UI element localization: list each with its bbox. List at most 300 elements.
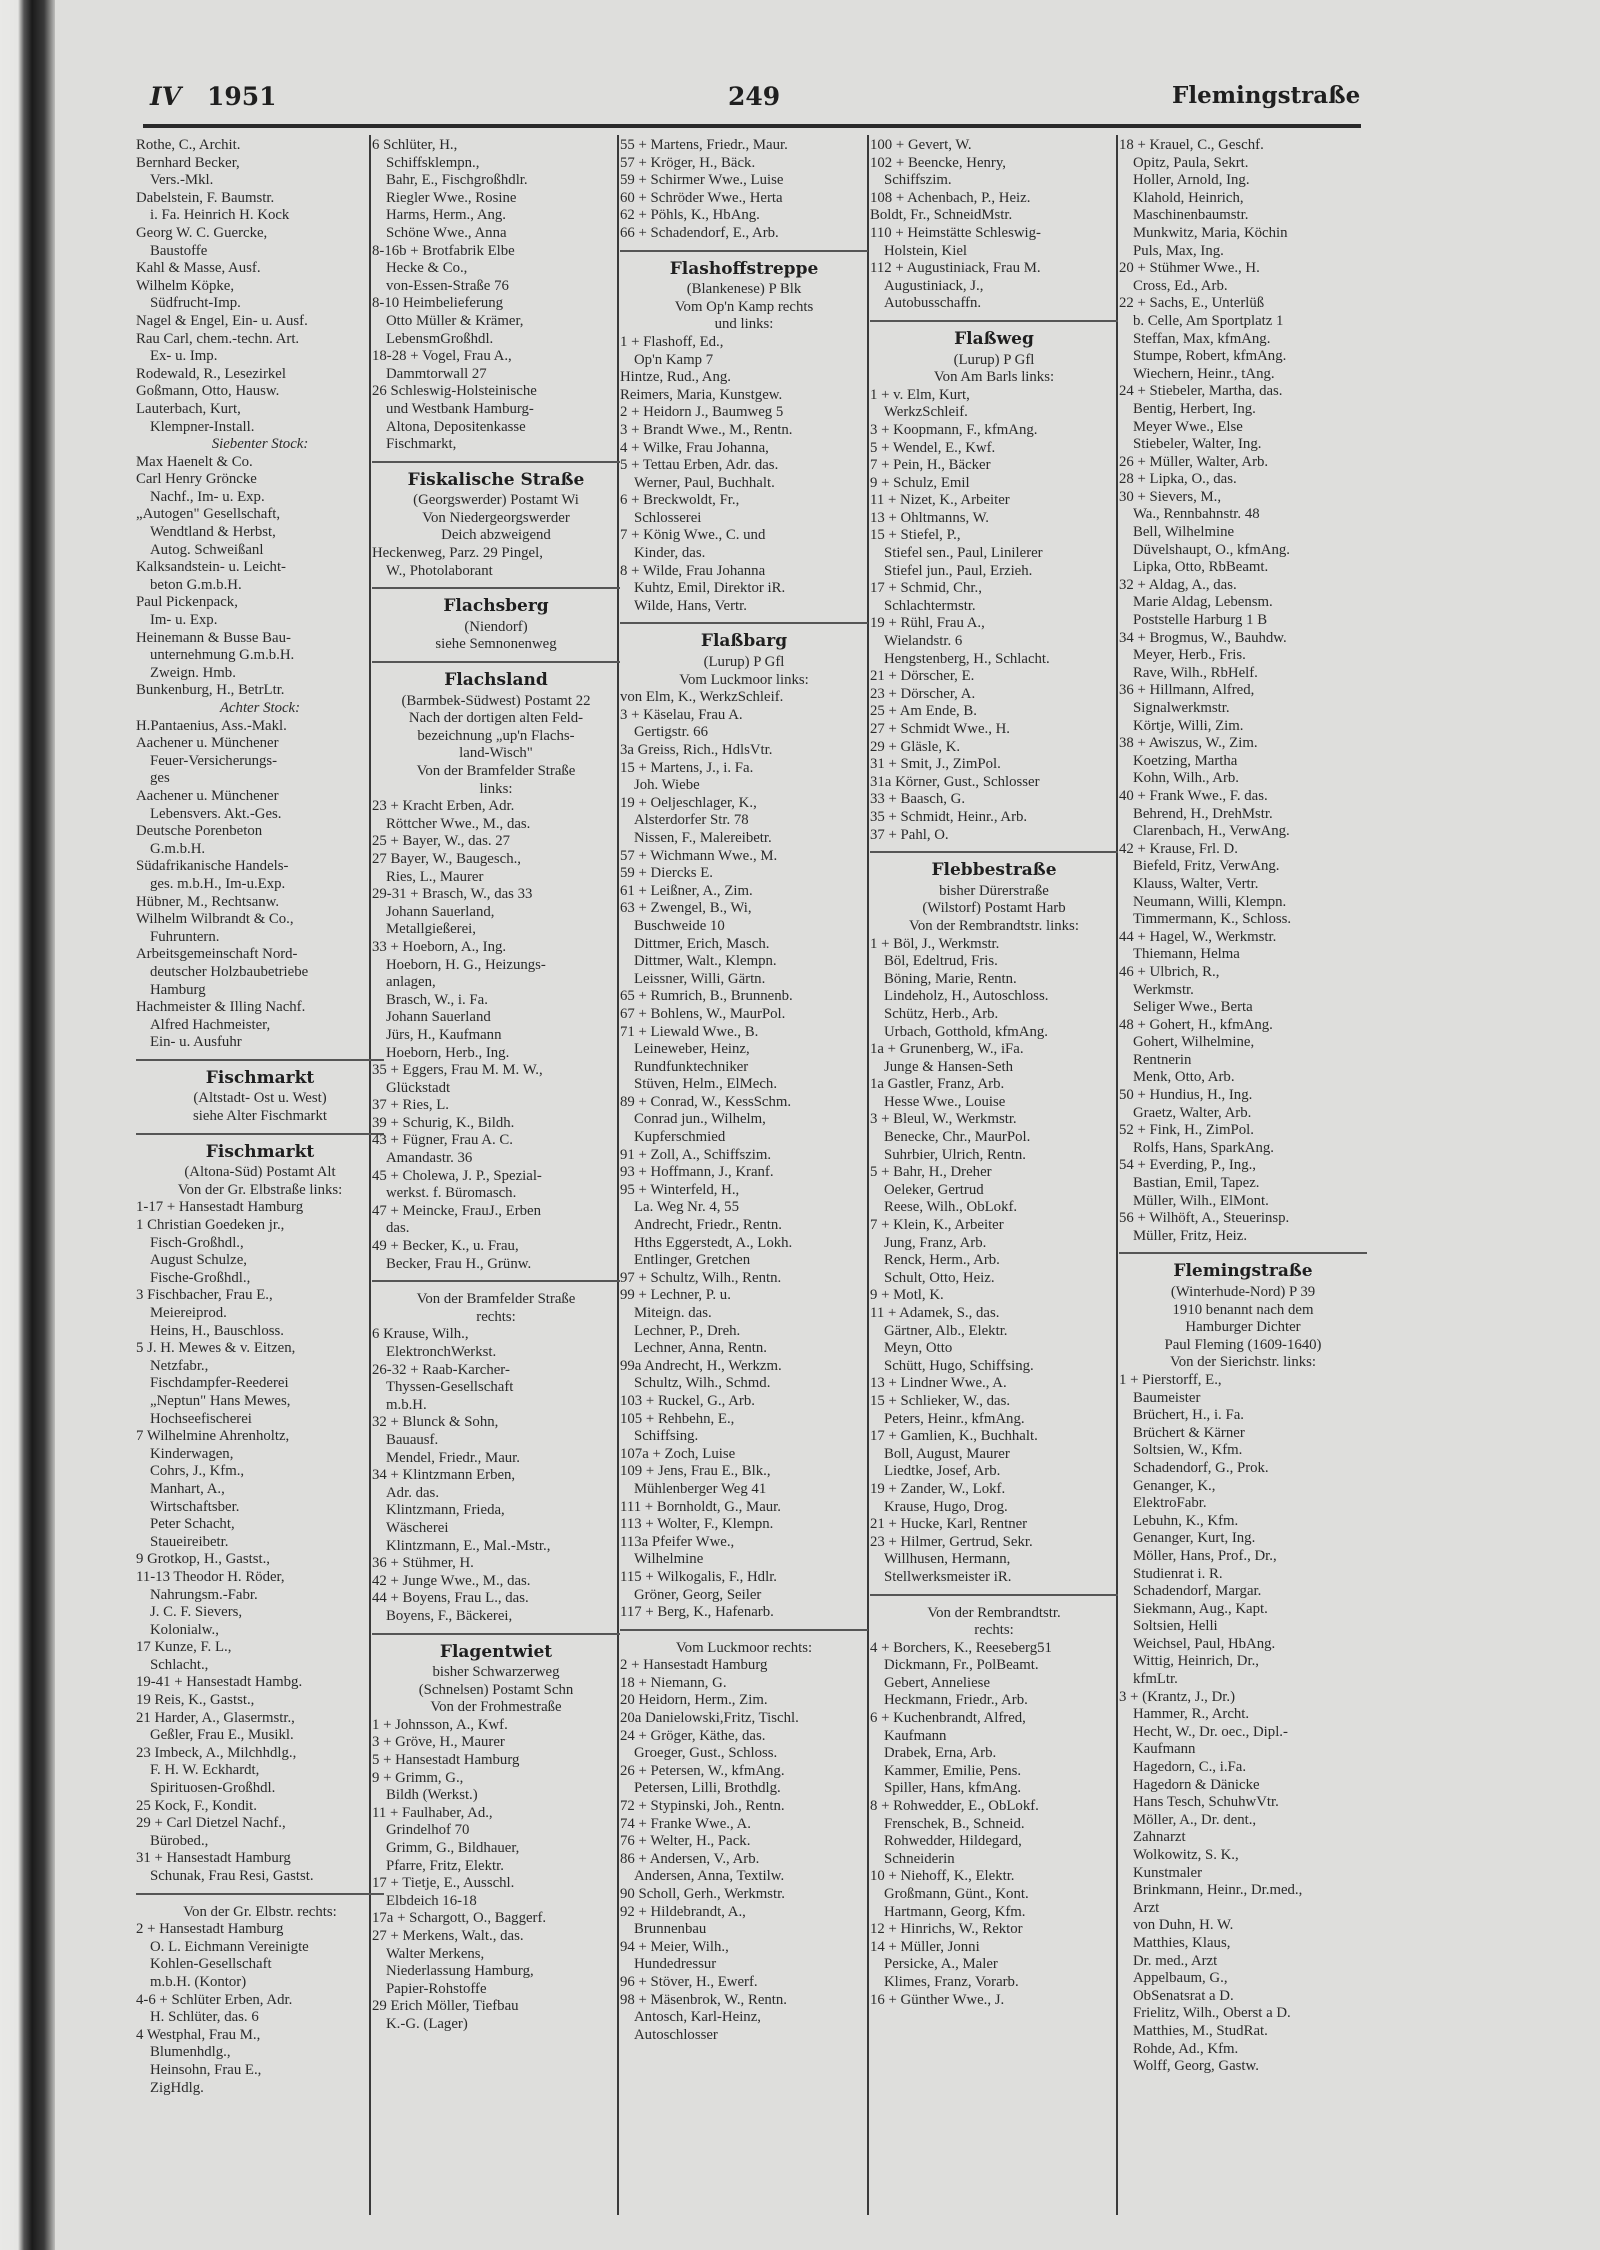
street-heading: Flachsberg — [443, 596, 549, 617]
entry-continuation: Suhrbier, Ulrich, Rentn. — [884, 1146, 1027, 1163]
entry-continuation: Thiemann, Helma — [1133, 946, 1240, 963]
directory-entry: 1a Gastler, Franz, Arb. — [870, 1076, 1005, 1093]
directory-entry: 8 + Wilde, Frau Johanna — [620, 562, 766, 579]
entry-continuation: Schlacht., — [150, 1656, 209, 1673]
entry-continuation: Autoschlosser — [634, 2026, 718, 2043]
entry-continuation: Kuhtz, Emil, Direktor iR. — [634, 580, 786, 597]
directory-entry: 112 + Augustiniack, Frau M. — [870, 260, 1041, 277]
directory-entry: 23 + Hilmer, Gertrud, Sekr. — [870, 1533, 1033, 1550]
entry-continuation: Johann Sauerland, — [386, 903, 495, 920]
entry-continuation: Oeleker, Gertrud — [884, 1181, 984, 1198]
entry-continuation: W., Photolaborant — [386, 562, 493, 579]
directory-entry: 16 + Günther Wwe., J. — [870, 1991, 1005, 2008]
entry-continuation: m.b.H. (Kontor) — [150, 1973, 247, 1990]
entry-continuation: Südfrucht-Imp. — [150, 295, 241, 312]
directory-entry: 4 Westphal, Frau M., — [136, 2026, 261, 2043]
directory-entry: 65 + Rumrich, B., Brunnenb. — [620, 988, 793, 1005]
directory-entry: Wilhelm Köpke, — [136, 277, 235, 294]
entry-continuation: ges. m.b.H., Im-u.Exp. — [150, 875, 286, 892]
directory-entry: Bernhard Becker, — [136, 154, 240, 171]
street-note: Von der Sierichstr. links: — [1169, 1354, 1317, 1371]
section-rule — [372, 1280, 620, 1282]
directory-entry: Heinemann & Busse Bau- — [136, 629, 291, 646]
entry-continuation: Wa., Rennbahnstr. 48 — [1133, 506, 1260, 523]
entry-continuation: Johann Sauerland — [386, 1009, 491, 1026]
entry-continuation: Gebert, Anneliese — [884, 1674, 991, 1691]
entry-continuation: Blumenhdlg., — [150, 2044, 231, 2061]
directory-entry: 42 + Junge Wwe., M., das. — [372, 1572, 531, 1589]
entry-continuation: Steffan, Max, kfmAng. — [1133, 330, 1271, 347]
entry-continuation: Holstein, Kiel — [884, 242, 968, 259]
directory-entry: 99a Andrecht, H., Werkzm. — [620, 1357, 782, 1374]
street-heading: Fischmarkt — [205, 1141, 315, 1162]
directory-entry: 63 + Zwengel, B., Wi, — [620, 900, 752, 917]
entry-continuation: Niederlassung Hamburg, — [386, 1963, 534, 1980]
directory-entry: 98 + Mäsenbrok, W., Rentn. — [620, 1991, 787, 2008]
directory-column-3 — [620, 137, 868, 2237]
entry-continuation: K.-G. (Lager) — [386, 2015, 468, 2032]
directory-entry: 17 Kunze, F. L., — [136, 1639, 232, 1656]
directory-entry: Südafrikanische Handels- — [136, 858, 289, 875]
directory-entry: 30 + Sievers, M., — [1119, 488, 1222, 505]
entry-continuation: Holler, Arnold, Ing. — [1133, 172, 1250, 189]
directory-entry: 60 + Schröder Wwe., Herta — [620, 189, 783, 206]
directory-entry: Lauterbach, Kurt, — [136, 400, 241, 417]
directory-entry: Rau Carl, chem.-techn. Art. — [136, 330, 300, 347]
directory-entry: 19-41 + Hansestadt Hambg. — [136, 1674, 303, 1691]
directory-entry: 3 + Koopmann, F., kfmAng. — [870, 421, 1038, 438]
entry-continuation: Brasch, W., i. Fa. — [386, 991, 488, 1008]
section-rule — [372, 461, 620, 463]
street-note: (Altstadt- Ost u. West) — [193, 1090, 327, 1107]
street-note: Deich abzweigend — [441, 527, 551, 544]
entry-continuation: Nissen, F., Malereibetr. — [634, 829, 772, 846]
street-note: (Lurup) P Gfl — [953, 351, 1035, 368]
directory-entry: Aachener u. Münchener — [136, 735, 279, 752]
entry-continuation: beton G.m.b.H. — [150, 576, 242, 593]
directory-entry: 33 + Hoeborn, A., Ing. — [372, 938, 507, 955]
directory-entry: 102 + Beencke, Henry, — [870, 154, 1006, 171]
entry-continuation: Peter Schacht, — [150, 1516, 235, 1533]
directory-entry: 115 + Wilkogalis, F., Hdlr. — [620, 1568, 778, 1585]
section-rule — [870, 320, 1118, 322]
entry-continuation: Klintzmann, E., Mal.-Mstr., — [386, 1537, 551, 1554]
entry-continuation: Hesse Wwe., Louise — [884, 1093, 1006, 1110]
entry-continuation: Urbach, Gotthold, kfmAng. — [884, 1023, 1048, 1040]
directory-entry: 48 + Gohert, H., kfmAng. — [1119, 1016, 1273, 1033]
directory-entry: 5 + Tettau Erben, Adr. das. — [620, 457, 779, 474]
entry-continuation: Signalwerkmstr. — [1133, 700, 1230, 716]
entry-continuation: Autog. Schweißanl — [150, 541, 264, 558]
entry-continuation: Meiereiprod. — [150, 1305, 227, 1321]
directory-entry: 9 Grotkop, H., Gastst., — [136, 1551, 270, 1568]
entry-continuation: Autobusschaffn. — [884, 295, 982, 312]
directory-entry: Heckenweg, Parz. 29 Pingel, — [372, 545, 543, 562]
entry-continuation: Otto Müller & Krämer, — [386, 312, 524, 329]
directory-entry: 36 + Stühmer, H. — [372, 1555, 474, 1572]
street-note: Von der Rembrandtstr. — [927, 1604, 1061, 1621]
entry-continuation: Metallgießerei, — [386, 921, 476, 938]
directory-entry: 13 + Lindner Wwe., A. — [870, 1375, 1007, 1392]
entry-continuation: Genanger, Kurt, Ing. — [1133, 1530, 1256, 1547]
directory-entry: 6 Schlüter, H., — [372, 137, 458, 153]
directory-entry: 5 + Hansestadt Hamburg — [372, 1752, 520, 1769]
directory-entry: 61 + Leißner, A., Zim. — [620, 882, 753, 899]
entry-continuation: Heins, H., Bauschloss. — [150, 1322, 284, 1339]
entry-continuation: Bauausf. — [386, 1431, 439, 1448]
entry-continuation: Nachf., Im- u. Exp. — [150, 488, 265, 505]
entry-continuation: Grimm, G., Bildhauer, — [386, 1840, 520, 1857]
entry-continuation: Werkmstr. — [1133, 981, 1194, 998]
directory-entry: 1 + Flashoff, Ed., — [620, 333, 724, 350]
entry-continuation: Rohde, Ad., Kfm. — [1133, 2040, 1239, 2057]
entry-continuation: Kaufmann — [1133, 1741, 1196, 1758]
street-note: (Winterhude-Nord) P 39 — [1170, 1284, 1316, 1300]
street-note: links: — [479, 780, 513, 797]
entry-continuation: Schunak, Frau Resi, Gastst. — [150, 1868, 314, 1884]
entry-continuation: Menk, Otto, Arb. — [1133, 1069, 1235, 1086]
directory-entry: 17 + Gamlien, K., Buchhalt. — [870, 1428, 1038, 1445]
directory-entry: 25 + Am Ende, B. — [870, 703, 977, 720]
entry-continuation: ges — [150, 770, 170, 787]
directory-entry: 23 + Dörscher, A. — [870, 685, 976, 702]
entry-continuation: Behrend, H., DrehMstr. — [1133, 805, 1273, 822]
street-note: bezeichnung „up'n Flachs- — [417, 727, 575, 744]
directory-entry: 24 + Gröger, Käthe, das. — [620, 1727, 766, 1744]
entry-continuation: Leineweber, Heinz, — [634, 1041, 750, 1058]
entry-continuation: Jürs, H., Kaufmann — [386, 1026, 502, 1043]
entry-continuation: Hagedorn, C., i.Fa. — [1133, 1759, 1247, 1776]
directory-entry: 3 + (Krantz, J., Dr.) — [1119, 1688, 1236, 1705]
entry-continuation: Hundedressur — [634, 1956, 717, 1973]
entry-continuation: Vers.-Mkl. — [150, 172, 214, 189]
entry-continuation: Böl, Edeltrud, Fris. — [884, 953, 998, 970]
directory-entry: 1 + Johnsson, A., Kwf. — [372, 1716, 508, 1733]
directory-entry: 10 + Niehoff, K., Elektr. — [870, 1868, 1015, 1885]
street-note: rechts: — [974, 1622, 1014, 1639]
directory-entry: 44 + Hagel, W., Werkmstr. — [1119, 928, 1277, 945]
entry-continuation: Fischmarkt, — [386, 436, 457, 453]
directory-entry: 3a Greiss, Rich., HdlsVtr. — [620, 742, 773, 758]
street-note: Von Am Barls links: — [933, 369, 1055, 386]
street-note: Von der Frohmestraße — [430, 1699, 562, 1716]
street-note: (Georgswerder) Postamt Wi — [413, 492, 579, 509]
entry-continuation: WerkzSchleif. — [884, 404, 968, 421]
entry-continuation: Kupferschmied — [634, 1129, 726, 1146]
directory-entry: 40 + Frank Wwe., F. das. — [1119, 787, 1268, 804]
entry-continuation: Lebuhn, K., Kfm. — [1133, 1512, 1239, 1529]
directory-entry: Kalksandstein- u. Leicht- — [136, 559, 286, 576]
directory-entry: 6 + Kuchenbrandt, Alfred, — [870, 1710, 1026, 1727]
entry-continuation: Wilde, Hans, Vertr. — [634, 597, 747, 614]
entry-continuation: F. H. W. Eckhardt, — [150, 1762, 260, 1779]
directory-entry: 57 + Wichmann Wwe., M. — [620, 847, 778, 864]
running-head-street: Flemingstraße — [1172, 82, 1361, 109]
entry-continuation: Netzfabr., — [150, 1357, 209, 1374]
section-rule — [372, 1633, 620, 1635]
entry-continuation: Maschinenbaumstr. — [1133, 207, 1249, 224]
entry-continuation: Hochseefischerei — [150, 1410, 252, 1427]
directory-entry: 92 + Hildebrandt, A., — [620, 1903, 746, 1920]
entry-continuation: Becker, Frau H., Grünw. — [386, 1255, 532, 1272]
directory-entry: 21 + Hucke, Karl, Rentner — [870, 1516, 1028, 1533]
entry-continuation: Jung, Franz, Arb. — [884, 1234, 987, 1251]
directory-entry: 3 Fischbacher, Frau E., — [136, 1287, 273, 1304]
entry-continuation: Gohert, Wilhelmine, — [1133, 1034, 1255, 1051]
directory-entry: 19 + Zander, W., Lokf. — [870, 1480, 1006, 1497]
entry-continuation: Röttcher Wwe., M., das. — [386, 815, 531, 832]
entry-continuation: Dittmer, Walt., Klempn. — [634, 953, 777, 970]
entry-continuation: Fische-Großhdl., — [150, 1269, 251, 1286]
entry-continuation: Schiffsklempn., — [386, 154, 480, 171]
entry-continuation: Seliger Wwe., Berta — [1133, 999, 1253, 1016]
entry-continuation: Kinderwagen, — [150, 1445, 234, 1462]
entry-continuation: Kolonialw., — [150, 1621, 219, 1638]
entry-continuation: Matthies, M., StudRat. — [1133, 2022, 1268, 2039]
entry-continuation: Soltsien, W., Kfm. — [1133, 1442, 1243, 1459]
entry-continuation: O. L. Eichmann Vereinigte — [150, 1938, 309, 1955]
directory-entry: 4 + Wilke, Frau Johanna, — [620, 439, 769, 456]
directory-entry: 59 + Diercks E. — [620, 865, 713, 882]
directory-entry: 47 + Meincke, FrauJ., Erben — [372, 1202, 542, 1219]
directory-entry: 15 + Schlieker, W., das. — [870, 1392, 1011, 1409]
entry-continuation: Renck, Herm., Arb. — [884, 1252, 1000, 1269]
street-heading: Flagentwiet — [439, 1641, 553, 1662]
directory-entry: Carl Henry Gröncke — [136, 471, 257, 488]
directory-entry: 17 + Tietje, E., Ausschl. — [372, 1875, 515, 1892]
directory-entry: 22 + Sachs, E., Unterlüß — [1119, 295, 1265, 312]
entry-continuation: Stüven, Helm., ElMech. — [634, 1076, 778, 1093]
entry-continuation: Antosch, Karl-Heinz, — [634, 2009, 761, 2026]
directory-entry: 11-13 Theodor H. Röder, — [136, 1568, 285, 1585]
directory-entry: 26-32 + Raab-Karcher- — [372, 1361, 510, 1378]
entry-continuation: Mühlenberger Weg 41 — [634, 1480, 767, 1497]
directory-entry: 33 + Baasch, G. — [870, 791, 966, 808]
directory-entry: 109 + Jens, Frau E., Blk., — [620, 1463, 771, 1480]
directory-entry: 50 + Hundius, H., Ing. — [1119, 1087, 1253, 1104]
street-note: Nach der dortigen alten Feld- — [408, 710, 584, 727]
directory-entry: 31 + Smit, J., ZimPol. — [870, 756, 1001, 773]
entry-continuation: Thyssen-Gesellschaft — [386, 1379, 514, 1396]
entry-continuation: Schlosserei — [634, 509, 702, 526]
street-heading: Fischmarkt — [205, 1067, 315, 1088]
entry-continuation: Puls, Max, Ing. — [1133, 242, 1224, 259]
directory-entry: 3 + Gröve, H., Maurer — [372, 1734, 505, 1751]
entry-continuation: Rentnerin — [1133, 1051, 1192, 1068]
directory-entry: 1 + Böl, J., Werkmstr. — [870, 935, 1000, 952]
entry-continuation: Amandastr. 36 — [386, 1150, 473, 1167]
entry-continuation: ElektronchWerkst. — [386, 1344, 497, 1360]
directory-entry: 23 Imbeck, A., Milchhdlg., — [136, 1744, 297, 1761]
directory-entry: 34 + Brogmus, W., Bauhdw. — [1119, 629, 1287, 646]
entry-continuation: Andersen, Anna, Textilw. — [634, 1868, 785, 1885]
directory-entry: 1 + Pierstorff, E., — [1119, 1371, 1222, 1388]
entry-continuation: Brüchert, H., i. Fa. — [1133, 1407, 1244, 1424]
directory-entry: 5 J. H. Mewes & v. Eitzen, — [136, 1340, 296, 1357]
entry-continuation: Krause, Hugo, Drog. — [884, 1498, 1008, 1515]
entry-continuation: Dittmer, Erich, Masch. — [634, 935, 770, 952]
entry-continuation: Klahold, Heinrich, — [1133, 189, 1244, 206]
entry-continuation: Op'n Kamp 7 — [634, 351, 714, 368]
entry-continuation: Glückstadt — [386, 1079, 451, 1096]
entry-continuation: Adr. das. — [386, 1484, 440, 1501]
entry-continuation: Im- u. Exp. — [150, 612, 218, 629]
street-note: 1910 benannt nach dem — [1172, 1301, 1314, 1318]
entry-continuation: Staueireibetr. — [150, 1533, 229, 1550]
entry-continuation: Clarenbach, H., VerwAng. — [1133, 823, 1290, 840]
directory-entry: Nagel & Engel, Ein- u. Ausf. — [136, 312, 308, 329]
directory-entry: Max Haenelt & Co. — [136, 453, 253, 470]
street-note: Von der Rembrandtstr. links: — [909, 917, 1079, 934]
entry-continuation: Gertigstr. 66 — [634, 724, 708, 741]
directory-entry: 27 + Merkens, Walt., das. — [372, 1928, 524, 1944]
entry-continuation: Rohwedder, Hildegard, — [884, 1833, 1022, 1850]
directory-entry: 19 + Rühl, Frau A., — [870, 615, 985, 632]
directory-entry: 20a Danielowski,Fritz, Tischl. — [620, 1710, 799, 1727]
entry-continuation: Elbdeich 16-18 — [386, 1892, 477, 1909]
entry-continuation: Kinder, das. — [634, 545, 706, 562]
directory-entry: 43 + Fügner, Frau A. C. — [372, 1132, 513, 1149]
directory-entry: 31 + Hansestadt Hamburg — [136, 1850, 291, 1867]
entry-continuation: Gröner, Georg, Seiler — [634, 1586, 762, 1603]
entry-continuation: Brunnenbau — [634, 1921, 707, 1938]
entry-continuation: Großmann, Günt., Kont. — [884, 1886, 1029, 1902]
entry-continuation: „Neptun" Hans Mewes, — [150, 1392, 291, 1409]
directory-column-4 — [870, 137, 1118, 2237]
section-rule — [620, 1629, 868, 1631]
directory-entry: 93 + Hoffmann, J., Kranf. — [620, 1164, 774, 1181]
street-note: Von Niedergeorgswerder — [422, 509, 570, 526]
directory-entry: 62 + Pöhls, K., HbAng. — [620, 207, 760, 224]
entry-continuation: Hoeborn, Herb., Ing. — [386, 1044, 510, 1061]
entry-continuation: Leissner, Willi, Gärtn. — [634, 970, 766, 987]
entry-continuation: anlagen, — [386, 974, 436, 991]
entry-continuation: Spirituosen-Großhdl. — [150, 1780, 276, 1797]
directory-entry: 19 Reis, K., Gastst., — [136, 1692, 255, 1709]
entry-continuation: Graetz, Walter, Arb. — [1133, 1104, 1252, 1121]
entry-continuation: ObSenatsrat a D. — [1133, 1987, 1234, 2004]
street-note: (Barmbek-Südwest) Postamt 22 — [401, 692, 591, 709]
directory-entry: 31a Körner, Gust., Schlosser — [870, 773, 1040, 790]
directory-entry: 110 + Heimstätte Schleswig- — [870, 224, 1041, 241]
entry-continuation: Werner, Paul, Buchhalt. — [634, 474, 775, 491]
directory-entry: Hintze, Rud., Ang. — [620, 369, 731, 386]
directory-entry: 54 + Everding, P., Ing., — [1119, 1157, 1256, 1174]
entry-continuation: J. C. F. Sievers, — [150, 1604, 243, 1621]
entry-continuation: ElektroFabr. — [1133, 1495, 1207, 1512]
entry-continuation: Andrecht, Friedr., Rentn. — [634, 1217, 782, 1234]
directory-entry: 18 + Niemann, G. — [620, 1674, 727, 1691]
directory-entry: 32 + Blunck & Sohn, — [372, 1414, 499, 1431]
directory-entry: 8 + Rohwedder, E., ObLokf. — [870, 1798, 1039, 1815]
directory-entry: 103 + Ruckel, G., Arb. — [620, 1392, 755, 1409]
entry-continuation: Schadendorf, G., Prok. — [1133, 1459, 1269, 1476]
directory-entry: 42 + Krause, Frl. D. — [1119, 840, 1238, 857]
entry-continuation: Stiefel sen., Paul, Linilerer — [884, 545, 1043, 562]
directory-entry: 36 + Hillmann, Alfred, — [1119, 682, 1255, 699]
entry-continuation: Möller, A., Dr. dent., — [1133, 1811, 1257, 1828]
entry-continuation: Junge & Hansen-Seth — [884, 1058, 1014, 1075]
entry-continuation: Biefeld, Fritz, VerwAng. — [1133, 858, 1280, 875]
directory-entry: 2 + Heidorn J., Baumweg 5 — [620, 404, 784, 421]
entry-continuation: Grindelhof 70 — [386, 1822, 470, 1839]
entry-continuation: La. Weg Nr. 4, 55 — [634, 1199, 739, 1216]
directory-entry: 9 + Motl, K. — [870, 1287, 944, 1304]
directory-entry: 28 + Lipka, O., das. — [1119, 471, 1237, 488]
directory-entry: 86 + Andersen, V., Arb. — [620, 1850, 760, 1867]
directory-entry: von Elm, K., WerkzSchleif. — [620, 689, 784, 706]
entry-continuation: Kohn, Wilh., Arb. — [1133, 770, 1239, 787]
directory-entry: 26 Schleswig-Holsteinische — [372, 383, 537, 400]
entry-continuation: Kohlen-Gesellschaft — [150, 1956, 272, 1973]
directory-entry: 8-16b + Brotfabrik Elbe — [372, 242, 515, 259]
entry-continuation: Hammer, R., Archt. — [1133, 1706, 1250, 1723]
entry-continuation: Schiffszim. — [884, 172, 952, 189]
directory-entry: 12 + Hinrichs, W., Rektor — [870, 1921, 1023, 1938]
entry-continuation: Hengstenberg, H., Schlacht. — [884, 650, 1050, 667]
street-heading: Flemingstraße — [1173, 1261, 1313, 1282]
floor-heading: Achter Stock: — [219, 700, 301, 716]
entry-continuation: Frielitz, Wilh., Oberst a D. — [1133, 2005, 1291, 2022]
entry-continuation: b. Celle, Am Sportplatz 1 — [1133, 312, 1284, 329]
directory-entry: Rodewald, R., Lesezirkel — [136, 365, 286, 382]
street-note: (Wilstorf) Postamt Harb — [922, 900, 1066, 917]
directory-entry: 18 + Krauel, C., Geschf. — [1119, 137, 1264, 153]
entry-continuation: Nahrungsm.-Fabr. — [150, 1586, 258, 1603]
directory-entry: 7 + König Wwe., C. und — [620, 527, 766, 544]
entry-continuation: Hecht, W., Dr. oec., Dipl.- — [1133, 1723, 1288, 1740]
directory-entry: 94 + Meier, Wilh., — [620, 1938, 729, 1955]
entry-continuation: Willhusen, Hermann, — [884, 1551, 1011, 1568]
directory-entry: 95 + Winterfeld, H., — [620, 1181, 740, 1198]
directory-entry: 23 + Kracht Erben, Adr. — [372, 798, 515, 815]
directory-entry: 2 + Hansestadt Hamburg — [136, 1921, 284, 1938]
entry-continuation: Hans Tesch, SchuhwVtr. — [1133, 1794, 1279, 1811]
entry-continuation: G.m.b.H. — [150, 840, 206, 857]
directory-entry: 17a + Schargott, O., Baggerf. — [372, 1910, 547, 1927]
entry-continuation: Stumpe, Robert, kfmAng. — [1133, 348, 1287, 365]
entry-continuation: Lebensvers. Akt.-Ges. — [150, 805, 282, 822]
floor-heading: Siebenter Stock: — [211, 436, 309, 453]
directory-entry: 17 + Schmid, Chr., — [870, 580, 982, 597]
directory-entry: 1-17 + Hansestadt Hamburg — [136, 1199, 304, 1216]
directory-entry: 76 + Welter, H., Pack. — [620, 1833, 751, 1850]
entry-continuation: Frenschek, B., Schneid. — [884, 1815, 1025, 1832]
directory-entry: 71 + Liewald Wwe., B. — [620, 1023, 759, 1040]
directory-entry: 21 + Dörscher, E. — [870, 668, 975, 685]
entry-continuation: Ein- u. Ausfuhr — [150, 1034, 242, 1051]
directory-entry: „Autogen" Gesellschaft, — [136, 506, 281, 523]
directory-entry: Goßmann, Otto, Hausw. — [136, 383, 280, 400]
entry-continuation: Groeger, Gust., Schloss. — [634, 1745, 778, 1762]
entry-continuation: Buschweide 10 — [634, 917, 725, 934]
entry-continuation: Bell, Wilhelmine — [1133, 524, 1235, 541]
entry-continuation: Manhart, A., — [150, 1480, 225, 1497]
section-rule — [136, 1059, 384, 1061]
street-heading: Fiskalische Straße — [407, 469, 585, 490]
directory-entry: 46 + Ulbrich, R., — [1119, 963, 1220, 980]
street-note: Vom Op'n Kamp rechts — [674, 298, 814, 315]
entry-continuation: Joh. Wiebe — [634, 777, 700, 794]
directory-entry: 89 + Conrad, W., KessSchm. — [620, 1093, 792, 1110]
entry-continuation: Bastian, Emil, Tapez. — [1133, 1175, 1260, 1192]
directory-entry: 56 + Wilhöft, A., Steuerinsp. — [1119, 1210, 1290, 1227]
street-note: (Blankenese) P Blk — [686, 281, 802, 298]
directory-entry: 1 Christian Goedeken jr., — [136, 1217, 285, 1234]
entry-continuation: Alsterdorfer Str. 78 — [634, 812, 749, 829]
directory-entry: 32 + Aldag, A., das. — [1119, 576, 1237, 593]
directory-entry: 3 + Käselau, Frau A. — [620, 706, 743, 723]
